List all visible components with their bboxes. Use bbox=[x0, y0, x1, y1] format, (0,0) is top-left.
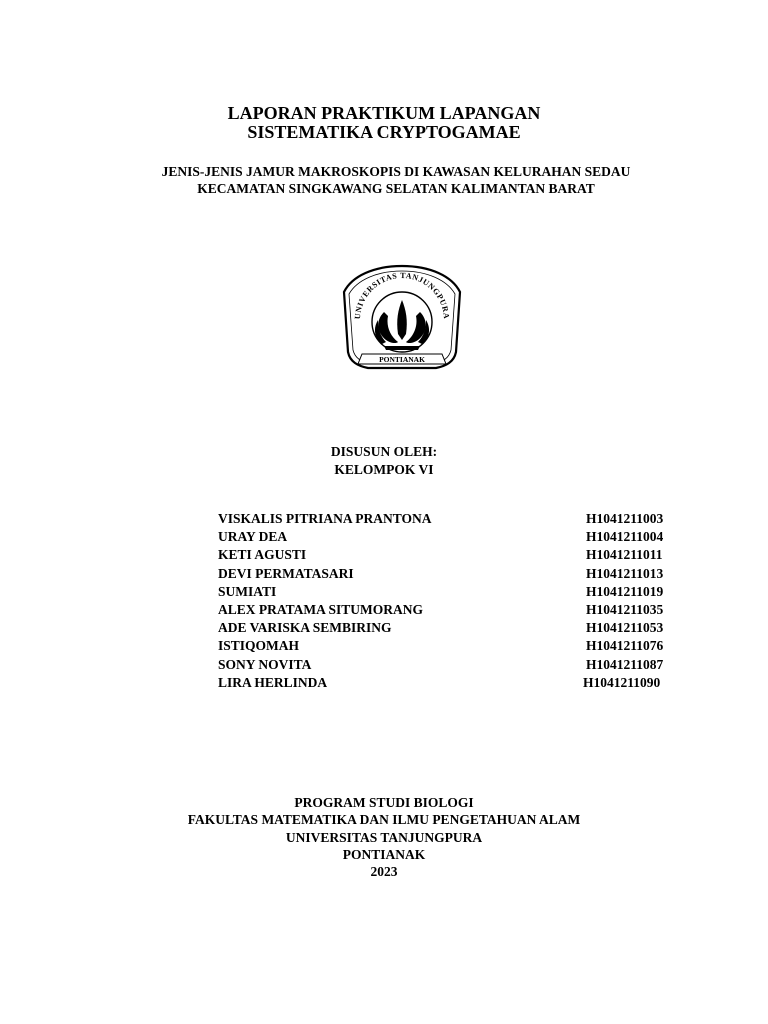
member-name: DEVI PERMATASARI bbox=[218, 565, 354, 581]
member-list bbox=[218, 510, 678, 692]
member-nim: H1041211003 bbox=[586, 511, 664, 526]
member-row bbox=[218, 510, 678, 528]
member-nim: H1041211004 bbox=[586, 529, 664, 545]
report-title bbox=[0, 104, 768, 142]
member-name: KETI AGUSTI bbox=[218, 547, 307, 563]
member-name: ISTIQOMAH bbox=[218, 638, 300, 654]
member-row bbox=[218, 528, 678, 546]
member-name: SONY NOVITA bbox=[218, 656, 312, 672]
group-name: KELOMPOK VI bbox=[334, 461, 434, 477]
member-nim: H1041211019 bbox=[586, 583, 664, 599]
faculty-name: FAKULTAS MATEMATIKA DAN ILMU PENGETAHUAN ALAM bbox=[187, 812, 581, 828]
member-name: URAY DEA bbox=[218, 529, 288, 545]
logo-banner-text: PONTIANAK bbox=[379, 355, 425, 364]
member-row bbox=[218, 619, 678, 637]
institution-block bbox=[0, 794, 768, 880]
member-name: ALEX PRATAMA SITUMORANG bbox=[218, 601, 424, 617]
program-name: PROGRAM STUDI BIOLOGI bbox=[294, 795, 474, 810]
member-row bbox=[218, 601, 678, 619]
member-row bbox=[218, 565, 678, 583]
subtitle-line-1: JENIS-JENIS JAMUR MAKROSKOPIS DI KAWASAN KELURAHAN SEDAU bbox=[161, 164, 631, 179]
member-row bbox=[218, 546, 678, 564]
logo-ring-text: UNIVERSITAS TANJUNGPURA bbox=[352, 270, 452, 320]
member-row bbox=[218, 637, 678, 655]
member-nim: H1041211076 bbox=[586, 638, 664, 654]
report-subtitle bbox=[12, 163, 768, 197]
compiled-by-block bbox=[0, 443, 768, 478]
member-nim: H1041211053 bbox=[586, 620, 664, 636]
member-nim: H1041211090 bbox=[583, 674, 661, 690]
member-row bbox=[218, 583, 678, 601]
university-logo bbox=[340, 262, 464, 382]
compiled-by-label: DISUSUN OLEH: bbox=[330, 444, 438, 459]
member-row bbox=[218, 674, 678, 692]
subtitle-line-2: KECAMATAN SINGKAWANG SELATAN KALIMANTAN BARAT bbox=[197, 181, 595, 196]
member-nim: H1041211087 bbox=[586, 656, 664, 672]
report-year: 2023 bbox=[370, 864, 398, 880]
member-nim: H1041211035 bbox=[586, 601, 664, 617]
city-name: PONTIANAK bbox=[342, 846, 426, 862]
member-name: VISKALIS PITRIANA PRANTONA bbox=[218, 511, 432, 526]
member-name: SUMIATI bbox=[218, 583, 277, 599]
member-nim: H1041211011 bbox=[586, 547, 663, 563]
title-line-2: SISTEMATIKA CRYPTOGAMAE bbox=[247, 122, 521, 142]
title-line-1: LAPORAN PRAKTIKUM LAPANGAN bbox=[227, 103, 541, 123]
member-name: LIRA HERLINDA bbox=[218, 674, 328, 690]
member-row bbox=[218, 656, 678, 674]
member-name: ADE VARISKA SEMBIRING bbox=[218, 620, 392, 636]
member-nim: H1041211013 bbox=[586, 565, 664, 581]
university-name: UNIVERSITAS TANJUNGPURA bbox=[285, 829, 483, 845]
